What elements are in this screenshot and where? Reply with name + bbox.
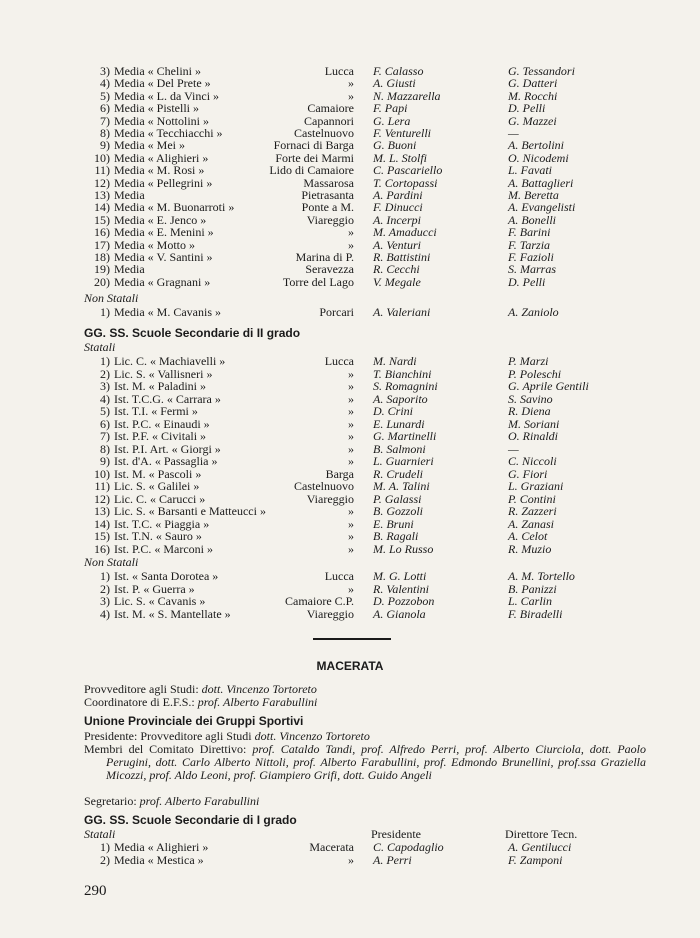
cell-city: » — [348, 416, 354, 431]
cell-num: 14) — [94, 516, 110, 531]
cell-name: Media « Nottolini » — [114, 113, 209, 128]
cell-dir: G. Aprile Gentili — [508, 379, 589, 393]
page-number: 290 — [84, 883, 107, 899]
presidente-label: Presidente: Provveditore agli Studi — [84, 729, 252, 743]
cell-name: Media « Del Prete » — [114, 76, 211, 91]
cell-city: Viareggio — [306, 491, 354, 506]
cell-dir: — — [508, 126, 519, 140]
cell-dir: S. Marras — [508, 262, 557, 277]
cell-city: » — [348, 529, 354, 543]
cell-num: 6) — [100, 416, 110, 431]
table-row — [0, 608, 700, 621]
cell-city: Porcari — [319, 305, 354, 319]
membri-label: Membri del Comitato Direttivo: — [84, 742, 247, 756]
cell-dir: F. Tarzia — [508, 237, 551, 252]
cell-dir: F. Zamponi — [508, 852, 563, 867]
cell-pres: M. Nardi — [373, 354, 417, 368]
macerata-secondary-1-heading: GG. SS. Scuole Secondarie di I grado — [84, 813, 297, 827]
cell-dir: R. Zazzeri — [508, 504, 557, 518]
cell-dir: P. Poleschi — [508, 366, 562, 381]
cell-dir: A. Celot — [508, 529, 548, 543]
cell-name: Media — [114, 262, 145, 277]
cell-name: Ist. « Santa Dorotea » — [114, 569, 219, 583]
cell-city: Lucca — [324, 569, 354, 583]
cell-pres: E. Bruni — [373, 516, 414, 531]
cell-num: 10) — [94, 466, 110, 481]
cell-pres: G. Lera — [373, 113, 411, 128]
cell-num: 4) — [100, 391, 110, 406]
statali-label: Statali — [84, 340, 116, 354]
cell-dir: G. Datteri — [508, 76, 558, 91]
cell-pres: A. Saporito — [373, 391, 428, 406]
cell-city: » — [348, 366, 354, 381]
cell-pres: T. Cortopassi — [373, 175, 438, 190]
column-header-direttore: Direttore Tecn. — [505, 827, 578, 841]
cell-city: Macerata — [309, 840, 354, 854]
cell-num: 6) — [100, 101, 110, 116]
cell-name: Media — [114, 188, 145, 202]
cell-num: 7) — [100, 429, 110, 443]
cell-name: Ist. P.F. « Civitali » — [114, 429, 207, 443]
cell-name: Ist. T.I. « Fermi » — [114, 404, 198, 418]
provveditore-label: Provveditore agli Studi: — [84, 682, 199, 696]
cell-num: 15) — [94, 529, 110, 543]
cell-dir: S. Savino — [508, 391, 553, 406]
cell-dir: D. Pelli — [508, 274, 546, 289]
cell-pres: M. Amaducci — [373, 225, 437, 240]
cell-pres: A. Valeriani — [373, 305, 431, 319]
cell-num: 13) — [94, 188, 110, 202]
cell-pres: G. Buoni — [373, 138, 417, 153]
cell-city: » — [348, 441, 354, 456]
coordinatore-name: prof. Alberto Farabullini — [197, 695, 318, 709]
cell-dir: A. Zaniolo — [508, 305, 559, 319]
non-statali-label-2: Non Statali — [84, 555, 139, 569]
cell-city: » — [348, 237, 354, 252]
cell-city: Fornaci di Barga — [273, 138, 354, 153]
cell-city: » — [348, 581, 354, 596]
cell-city: Lucca — [324, 354, 354, 368]
cell-pres: N. Mazzarella — [373, 88, 441, 103]
cell-dir: O. Nicodemi — [508, 150, 569, 165]
cell-city: Camaiore C.P. — [285, 594, 354, 608]
cell-num: 8) — [100, 126, 110, 140]
cell-name: Media « E. Jenco » — [114, 212, 207, 227]
cell-city: Capannori — [304, 113, 354, 128]
cell-city: Lido di Camaiore — [269, 163, 354, 178]
membri-paragraph — [84, 743, 646, 782]
cell-name: Media « Alighieri » — [114, 840, 209, 854]
cell-pres: E. Lunardi — [373, 416, 425, 431]
cell-city: Castelnuovo — [294, 479, 354, 493]
cell-name: Ist. P.C. « Einaudi » — [114, 416, 210, 431]
cell-pres: C. Pascariello — [373, 163, 443, 178]
cell-dir: P. Contini — [508, 491, 556, 506]
membri-names: prof. Cataldo Tandi, prof. Alfredo Perri, prof. Alberto Ciurciola, dott. Paolo Perugini, dott. Carlo Alberto Nittoli, prof. Alberto Farabullini, prof. Edmondo Brunellini, prof.ssa Graziella Micozzi, prof. Aldo Leoni, prof. Giampiero Grifi, dott. Guido Angeli — [106, 742, 647, 782]
cell-pres: M. G. Lotti — [373, 569, 427, 583]
cell-city: Camaiore — [307, 101, 354, 116]
cell-dir: F. Barini — [508, 225, 551, 240]
cell-name: Ist. T.C. « Piaggia » — [114, 516, 210, 531]
section-heading-secondary-2: GG. SS. Scuole Secondarie di II grado — [84, 326, 301, 340]
segretario-label: Segretario: — [84, 794, 137, 808]
cell-num: 1) — [100, 354, 110, 368]
cell-name: Ist. P.I. Art. « Giorgi » — [114, 441, 221, 456]
cell-num: 1) — [100, 569, 110, 583]
cell-pres: B. Ragali — [373, 529, 419, 543]
cell-name: Ist. M. « S. Mantellate » — [114, 606, 231, 621]
cell-name: Media « Tecchiacchi » — [114, 126, 223, 140]
cell-name: Ist. M. « Pascoli » — [114, 466, 202, 481]
table-row — [0, 543, 700, 556]
cell-name: Ist. T.N. « Sauro » — [114, 529, 202, 543]
cell-pres: B. Gozzoli — [373, 504, 424, 518]
provveditore-name: dott. Vincenzo Tortoreto — [201, 682, 317, 696]
cell-num: 3) — [100, 379, 110, 393]
section-divider — [313, 638, 391, 640]
cell-pres: A. Venturi — [373, 237, 421, 252]
cell-name: Media « Alighieri » — [114, 150, 209, 165]
cell-num: 4) — [100, 606, 110, 621]
cell-dir: A. Evangelisti — [508, 200, 576, 215]
cell-pres: M. L. Stolfi — [373, 150, 428, 165]
cell-dir: M. Beretta — [508, 188, 559, 202]
cell-num: 19) — [94, 262, 110, 277]
cell-name: Lic. S. « Barsanti e Matteucci » — [114, 504, 266, 518]
cell-dir: M. Rocchi — [508, 88, 558, 103]
cell-pres: R. Valentini — [373, 581, 429, 596]
cell-city: Pietrasanta — [301, 188, 354, 202]
cell-num: 3) — [100, 594, 110, 608]
cell-pres: R. Crudeli — [373, 466, 423, 481]
cell-pres: A. Perri — [373, 852, 412, 867]
cell-num: 14) — [94, 200, 110, 215]
cell-num: 1) — [100, 840, 110, 854]
cell-city: Viareggio — [306, 606, 354, 621]
cell-num: 10) — [94, 150, 110, 165]
cell-pres: F. Dinucci — [373, 200, 423, 215]
cell-dir: F. Fazioli — [508, 250, 554, 264]
cell-dir: A. M. Tortello — [508, 569, 575, 583]
coordinatore-label: Coordinatore di E.F.S.: — [84, 695, 195, 709]
table-row — [0, 306, 700, 319]
cell-num: 18) — [94, 250, 110, 264]
cell-city: » — [348, 404, 354, 418]
cell-city: Forte dei Marmi — [275, 150, 354, 165]
cell-num: 5) — [100, 88, 110, 103]
cell-city: Ponte a M. — [301, 200, 354, 215]
cell-name: Media « M. Rosi » — [114, 163, 205, 178]
cell-city: Seravezza — [305, 262, 354, 277]
cell-pres: A. Gianola — [373, 606, 426, 621]
cell-city: » — [348, 379, 354, 393]
cell-num: 20) — [94, 274, 110, 289]
cell-city: » — [348, 516, 354, 531]
cell-dir: G. Tessandori — [508, 64, 575, 78]
cell-city: » — [348, 454, 354, 468]
cell-pres: C. Capodaglio — [373, 840, 444, 854]
cell-pres: A. Incerpi — [373, 212, 421, 227]
cell-num: 2) — [100, 852, 110, 867]
province-title: MACERATA — [316, 659, 384, 673]
cell-dir: L. Favati — [508, 163, 552, 178]
cell-num: 12) — [94, 175, 110, 190]
cell-name: Media « Chelini » — [114, 64, 201, 78]
cell-num: 17) — [94, 237, 110, 252]
cell-num: 15) — [94, 212, 110, 227]
cell-name: Media « Gragnani » — [114, 274, 211, 289]
cell-name: Ist. d'A. « Passaglia » — [114, 454, 218, 468]
cell-pres: L. Guarnieri — [373, 454, 434, 468]
cell-num: 9) — [100, 138, 110, 153]
cell-name: Lic. C. « Machiavelli » — [114, 354, 226, 368]
cell-num: 3) — [100, 64, 110, 78]
cell-name: Ist. P. « Guerra » — [114, 581, 195, 596]
cell-dir: G. Mazzei — [508, 113, 557, 128]
cell-pres: P. Galassi — [373, 491, 422, 506]
cell-name: Media « M. Buonarroti » — [114, 200, 235, 215]
cell-pres: B. Salmoni — [373, 441, 426, 456]
cell-city: » — [348, 76, 354, 91]
cell-dir: B. Panizzi — [508, 581, 557, 596]
cell-name: Media « V. Santini » — [114, 250, 213, 264]
cell-pres: F. Venturelli — [373, 126, 431, 140]
macerata-statali-label: Statali — [84, 827, 116, 841]
cell-pres: A. Giusti — [373, 76, 416, 91]
cell-dir: R. Diena — [508, 404, 551, 418]
cell-num: 8) — [100, 441, 110, 456]
cell-num: 16) — [94, 225, 110, 240]
cell-name: Media « M. Cavanis » — [114, 305, 221, 319]
cell-pres: D. Crini — [373, 404, 414, 418]
cell-name: Ist. M. « Paladini » — [114, 379, 206, 393]
cell-num: 9) — [100, 454, 110, 468]
cell-pres: D. Pozzobon — [373, 594, 435, 608]
cell-dir: A. Bertolini — [508, 138, 564, 153]
cell-city: » — [348, 541, 354, 556]
cell-name: Media « Pellegrini » — [114, 175, 213, 190]
cell-city: » — [348, 504, 354, 518]
cell-dir: D. Pelli — [508, 101, 546, 116]
segretario-name: prof. Alberto Farabullini — [139, 794, 260, 808]
cell-dir: G. Fiori — [508, 466, 548, 481]
cell-name: Media « E. Menini » — [114, 225, 214, 240]
cell-name: Lic. C. « Carucci » — [114, 491, 206, 506]
coordinatore-line — [84, 696, 624, 709]
cell-dir: P. Marzi — [508, 354, 549, 368]
cell-city: » — [348, 225, 354, 240]
cell-city: » — [348, 852, 354, 867]
cell-pres: V. Megale — [373, 274, 421, 289]
cell-num: 5) — [100, 404, 110, 418]
table-row — [0, 854, 700, 867]
cell-pres: A. Pardini — [373, 188, 423, 202]
cell-city: Torre del Lago — [282, 274, 354, 289]
cell-num: 2) — [100, 366, 110, 381]
cell-name: Ist. P.C. « Marconi » — [114, 541, 213, 556]
cell-num: 1) — [100, 305, 110, 319]
cell-dir: A. Gentilucci — [508, 840, 572, 854]
cell-pres: F. Papi — [373, 101, 408, 116]
cell-name: Lic. S. « Vallisneri » — [114, 366, 213, 381]
cell-pres: R. Cecchi — [373, 262, 420, 277]
cell-num: 7) — [100, 113, 110, 128]
cell-city: Lucca — [324, 64, 354, 78]
cell-name: Media « Mei » — [114, 138, 185, 153]
cell-num: 13) — [94, 504, 110, 518]
cell-num: 11) — [94, 163, 110, 178]
cell-name: Media « Mestica » — [114, 852, 204, 867]
cell-dir: R. Muzio — [508, 541, 552, 556]
cell-dir: O. Rinaldi — [508, 429, 558, 443]
cell-num: 11) — [94, 479, 110, 493]
cell-city: Viareggio — [306, 212, 354, 227]
cell-city: » — [348, 88, 354, 103]
cell-city: Castelnuovo — [294, 126, 354, 140]
cell-dir: — — [508, 441, 519, 456]
cell-pres: M. A. Talini — [373, 479, 430, 493]
cell-dir: A. Battaglieri — [508, 175, 574, 190]
cell-pres: R. Battistini — [373, 250, 431, 264]
cell-name: Media « L. da Vinci » — [114, 88, 220, 103]
table-row — [0, 276, 700, 289]
cell-dir: L. Graziani — [508, 479, 564, 493]
cell-pres: M. Lo Russo — [373, 541, 434, 556]
cell-pres: T. Bianchini — [373, 366, 432, 381]
unione-heading: Unione Provinciale dei Gruppi Sportivi — [84, 714, 304, 728]
cell-name: Lic. S. « Cavanis » — [114, 594, 206, 608]
cell-name: Media « Pistelli » — [114, 101, 199, 116]
cell-dir: A. Zanasi — [508, 516, 555, 531]
cell-pres: G. Martinelli — [373, 429, 437, 443]
non-statali-label: Non Statali — [84, 291, 139, 305]
cell-dir: A. Bonelli — [508, 212, 556, 227]
cell-num: 4) — [100, 76, 110, 91]
cell-city: Marina di P. — [295, 250, 354, 264]
cell-pres: F. Calasso — [373, 64, 424, 78]
cell-name: Ist. T.C.G. « Carrara » — [114, 391, 221, 406]
cell-pres: S. Romagnini — [373, 379, 438, 393]
cell-name: Media « Motto » — [114, 237, 195, 252]
presidente-name: dott. Vincenzo Tortoreto — [254, 729, 370, 743]
cell-dir: M. Soriani — [508, 416, 560, 431]
column-header-presidente: Presidente — [371, 827, 421, 841]
cell-num: 12) — [94, 491, 110, 506]
cell-city: » — [348, 391, 354, 406]
segretario-line — [84, 795, 624, 808]
cell-city: » — [348, 429, 354, 443]
cell-city: Massarosa — [303, 175, 354, 190]
cell-city: Barga — [325, 466, 354, 481]
cell-dir: F. Biradelli — [508, 606, 563, 621]
cell-dir: C. Niccoli — [508, 454, 557, 468]
cell-num: 16) — [94, 541, 110, 556]
cell-num: 2) — [100, 581, 110, 596]
cell-name: Lic. S. « Galilei » — [114, 479, 200, 493]
cell-dir: L. Carlin — [508, 594, 553, 608]
